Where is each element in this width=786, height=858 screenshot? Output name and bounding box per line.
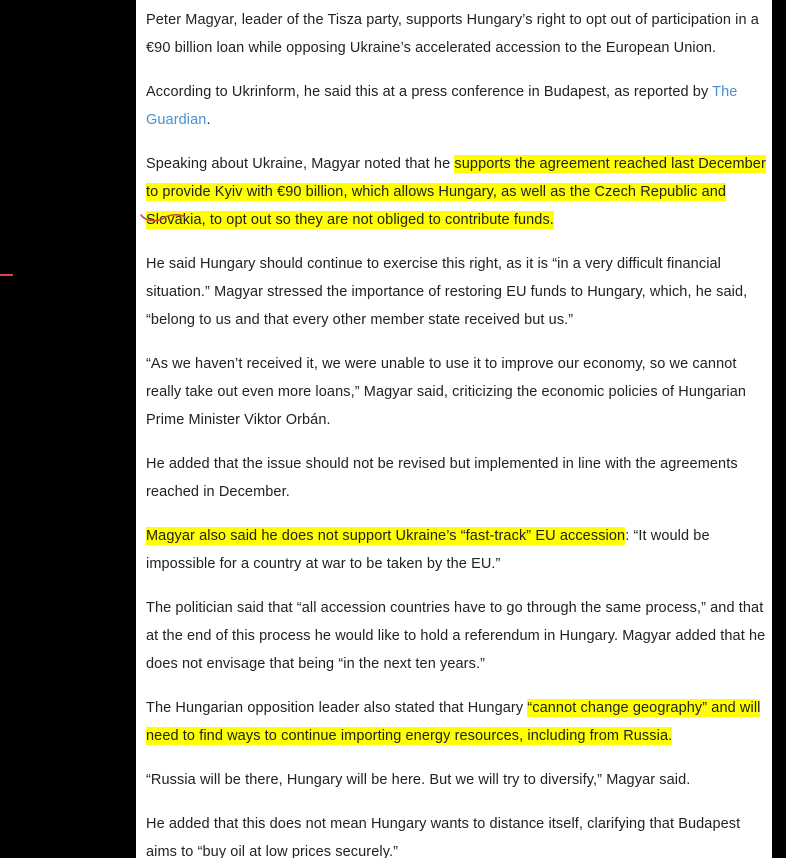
paragraph-spacer <box>146 678 772 694</box>
paragraph-1-text: Peter Magyar, leader of the Tisza party, supports Hungary’s right to opt out of participation in a €90 billion loan while opposing Ukraine’s accelerated accession to the European Union. <box>146 12 759 56</box>
paragraph-8 <box>146 594 772 678</box>
paragraph-6-text: He added that the issue should not be revised but implemented in line with the agreements reached in December. <box>146 456 738 500</box>
paragraph-9-text-lead: The Hungarian opposition leader also stated that Hungary <box>146 700 528 716</box>
right-gutter <box>772 0 786 858</box>
paragraph-spacer <box>146 134 772 150</box>
paragraph-spacer <box>146 794 772 810</box>
paragraph-2 <box>146 78 772 134</box>
paragraph-spacer <box>146 62 772 78</box>
paragraph-10 <box>146 766 772 794</box>
margin-annotation-tick <box>0 274 13 276</box>
paragraph-3 <box>146 150 772 234</box>
left-gutter <box>0 0 136 858</box>
paragraph-10-text: “Russia will be there, Hungary will be here. But we will try to diversify,” Magyar said. <box>146 772 691 788</box>
paragraph-spacer <box>146 578 772 594</box>
paragraph-2-text-lead: According to Ukrinform, he said this at a press conference in Budapest, as reported by <box>146 84 713 100</box>
paragraph-spacer <box>146 334 772 350</box>
source-link-the-guardian[interactable]: The Guardian <box>146 84 738 128</box>
red-ink-underline-annotation <box>140 213 186 223</box>
paragraph-spacer <box>146 234 772 250</box>
paragraph-8-text: The politician said that “all accession countries have to go through the same process,” and that at the end of this process he would like to hold a referendum in Hungary. Magyar added that he does not envisage that being “in the next ten years.” <box>146 600 766 672</box>
paragraph-spacer <box>146 506 772 522</box>
highlight-fast-track-accession: Magyar also said he does not support Ukraine’s “fast-track” EU accession <box>146 528 626 544</box>
paragraph-2-text-tail: . <box>206 112 211 128</box>
paragraph-1 <box>146 0 772 62</box>
paragraph-6 <box>146 450 772 506</box>
paragraph-4 <box>146 250 772 334</box>
paragraph-5 <box>146 350 772 434</box>
paragraph-7-text-tail: : “It would be impossible for a country at war to be taken by the EU.” <box>146 528 710 572</box>
highlight-opt-out-agreement: supports the agreement reached last December to provide Kyiv with €90 billion, which allows Hungary, as well as the Czech Republic and Slovakia, to opt out so they are not obliged to contribute funds. <box>146 156 766 228</box>
paragraph-spacer <box>146 750 772 766</box>
article-body <box>136 0 772 858</box>
paragraph-4-text: He said Hungary should continue to exercise this right, as it is “in a very difficult financial situation.” Magyar stressed the importance of restoring EU funds to Hungary, which, he said, “belong to us and that every other member state received but us.” <box>146 256 748 328</box>
paragraph-11-text: He added that this does not mean Hungary wants to distance itself, clarifying that Budapest aims to “buy oil at low prices securely.” <box>146 816 741 858</box>
highlight-cannot-change-geography: “cannot change geography” and will need to find ways to continue importing energy resources, including from Russia. <box>146 700 761 744</box>
paragraph-spacer <box>146 434 772 450</box>
paragraph-9 <box>146 694 772 750</box>
paragraph-5-text: “As we haven’t received it, we were unable to use it to improve our economy, so we cannot really take out even more loans,” Magyar said, criticizing the economic policies of Hungarian Prime Minister Viktor Orbán. <box>146 356 747 428</box>
paragraph-7 <box>146 522 772 578</box>
paragraph-11 <box>146 810 772 858</box>
paragraph-3-text-lead: Speaking about Ukraine, Magyar noted that he <box>146 156 455 172</box>
